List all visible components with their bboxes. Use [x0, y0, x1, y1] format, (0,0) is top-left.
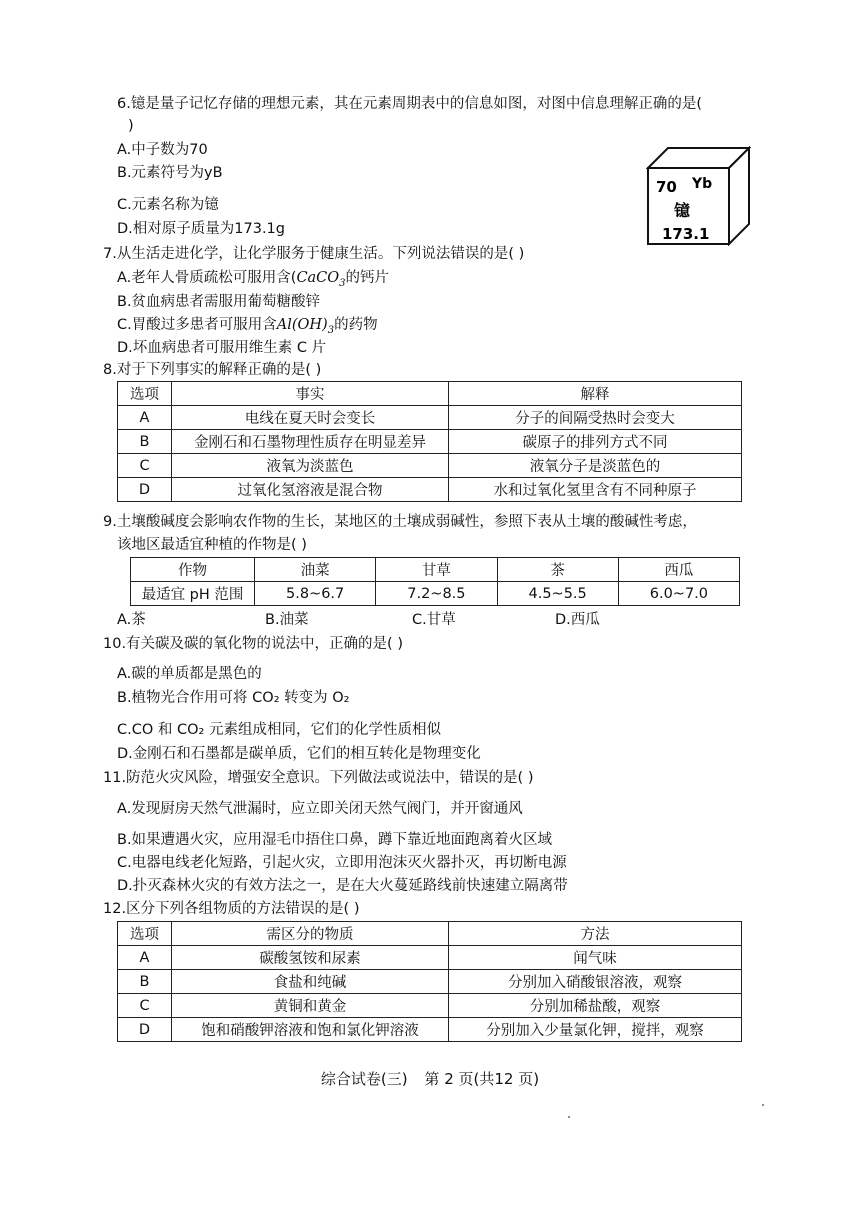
table-cell: 西瓜: [618, 558, 739, 582]
table-cell: 甘草: [376, 558, 497, 582]
table-cell: 分别加入少量氯化钾，搅拌，观察: [449, 1018, 742, 1042]
q9-option-c: C.甘草: [412, 612, 456, 628]
q8-stem: 8.对于下列事实的解释正确的是( ): [103, 362, 322, 378]
table-cell: 方法: [449, 922, 742, 946]
table-cell: 分子的间隔受热时会变大: [449, 406, 742, 430]
table-row: [131, 582, 740, 606]
q9-table-header: [131, 558, 740, 582]
q9-option-b: B.油菜: [265, 612, 309, 628]
table-cell: 分别加稀盐酸，观察: [449, 994, 742, 1018]
scan-speck: [762, 1104, 764, 1106]
q8-table: [117, 381, 742, 502]
table-cell: 食盐和纯碱: [172, 970, 449, 994]
q11-stem: 11.防范火灾风险，增强安全意识。下列做法或说法中，错误的是( ): [103, 770, 534, 786]
table-cell: 7.2~8.5: [376, 582, 497, 606]
table-row: [118, 478, 742, 502]
q7-option-c-sub: 3: [327, 324, 335, 336]
q7-option-c-pre: C.胃酸过多患者可服用含: [117, 317, 277, 333]
table-cell: 最适宜 pH 范围: [131, 582, 255, 606]
q7-option-b: B.贫血病患者需服用葡萄糖酸锌: [117, 294, 321, 310]
table-row: [118, 970, 742, 994]
q8-table-header: [118, 382, 742, 406]
q10-option-b: B.植物光合作用可将 CO₂ 转变为 O₂: [117, 690, 350, 706]
table-cell: 液氧分子是淡蓝色的: [449, 454, 742, 478]
q11-option-d: D.扑灭森林火灾的有效方法之一，是在大火蔓延路线前快速建立隔离带: [117, 878, 568, 894]
table-cell: A: [118, 406, 172, 430]
table-cell: B: [118, 970, 172, 994]
q8-header-option: 选项: [118, 382, 172, 406]
table-cell: 作物: [131, 558, 255, 582]
q6-option-b: B.元素符号为yB: [117, 165, 223, 181]
q7-option-a-post: 的钙片: [345, 270, 390, 286]
table-cell: 碳酸氢铵和尿素: [172, 946, 449, 970]
q7-option-a: [117, 268, 389, 294]
element-mass: 173.1: [662, 225, 710, 243]
table-row: [118, 406, 742, 430]
q7-option-c: [117, 315, 378, 341]
q12-stem: 12.区分下列各组物质的方法错误的是( ): [103, 901, 360, 917]
table-cell: 选项: [118, 922, 172, 946]
q7-option-d: D.坏血病患者可服用维生素 C 片: [117, 340, 327, 356]
q12-table-header: [118, 922, 742, 946]
q7-stem: 7.从生活走进化学，让化学服务于健康生活。下列说法错误的是( ): [103, 246, 525, 262]
table-cell: C: [118, 994, 172, 1018]
q10-option-c: C.CO 和 CO₂ 元素组成相同，它们的化学性质相似: [117, 722, 441, 738]
table-cell: D: [118, 1018, 172, 1042]
table-cell: 金刚石和石墨物理性质存在明显差异: [172, 430, 449, 454]
footer-page-number: 第 2 页(共12 页): [424, 1070, 540, 1088]
page-footer: [0, 1068, 860, 1089]
table-row: [118, 994, 742, 1018]
q6-option-c: C.元素名称为镱: [117, 197, 219, 213]
q6-option-d: D.相对原子质量为173.1g: [117, 221, 285, 237]
table-cell: A: [118, 946, 172, 970]
q6-stem-end: ): [128, 118, 134, 134]
table-cell: 4.5~5.5: [497, 582, 618, 606]
q6-stem: 6.镱是量子记忆存储的理想元素，其在元素周期表中的信息如图，对图中信息理解正确的是(: [117, 96, 702, 112]
q9-option-d: D.西瓜: [555, 612, 600, 628]
q6-option-a: A.中子数为70: [117, 142, 208, 158]
q7-option-a-pre: A.老年人骨质疏松可服用含(: [117, 270, 297, 286]
q11-option-c: C.电器电线老化短路，引起火灾，立即用泡沫灭火器扑灭，再切断电源: [117, 855, 567, 871]
table-cell: 6.0~7.0: [618, 582, 739, 606]
scan-speck: [568, 1116, 570, 1118]
table-cell: 闻气味: [449, 946, 742, 970]
table-cell: 油菜: [255, 558, 376, 582]
table-row: [118, 430, 742, 454]
table-cell: 茶: [497, 558, 618, 582]
table-cell: 液氧为淡蓝色: [172, 454, 449, 478]
table-cell: 碳原子的排列方式不同: [449, 430, 742, 454]
table-row: [118, 454, 742, 478]
table-cell: 黄铜和黄金: [172, 994, 449, 1018]
footer-exam-name: 综合试卷(三): [320, 1070, 408, 1088]
table-cell: 过氧化氢溶液是混合物: [172, 478, 449, 502]
q11-option-b: B.如果遭遇火灾，应用湿毛巾捂住口鼻，蹲下靠近地面跑离着火区域: [117, 832, 553, 848]
table-row: [118, 1018, 742, 1042]
table-cell: D: [118, 478, 172, 502]
q7-option-a-sub: 3: [339, 277, 346, 289]
table-cell: C: [118, 454, 172, 478]
q7-option-c-post: 的药物: [334, 317, 378, 333]
table-cell: 5.8~6.7: [255, 582, 376, 606]
element-cube-figure: [646, 146, 751, 246]
table-cell: 饱和硝酸钾溶液和饱和氯化钾溶液: [172, 1018, 449, 1042]
q11-option-a: A.发现厨房天然气泄漏时，应立即关闭天然气阀门，并开窗通风: [117, 801, 523, 817]
q10-stem: 10.有关碳及碳的氧化物的说法中，正确的是( ): [103, 636, 403, 652]
q12-table: [117, 921, 742, 1042]
element-number: 70: [656, 178, 677, 196]
q8-header-fact: 事实: [172, 382, 449, 406]
element-name: 镱: [674, 201, 691, 220]
table-cell: 水和过氧化氢里含有不同种原子: [449, 478, 742, 502]
table-cell: 电线在夏天时会变长: [172, 406, 449, 430]
q9-stem-line1: 9.土壤酸碱度会影响农作物的生长，某地区的土壤成弱碱性，参照下表从土壤的酸碱性考虑，: [103, 514, 697, 530]
table-cell: B: [118, 430, 172, 454]
table-cell: 分别加入硝酸银溶液，观察: [449, 970, 742, 994]
q7-option-c-formula: Al(OH): [276, 317, 328, 333]
q9-option-a: A.茶: [117, 612, 146, 628]
element-symbol: Yb: [692, 176, 713, 192]
table-cell: 需区分的物质: [172, 922, 449, 946]
q9-table: [130, 557, 740, 606]
q7-option-a-formula: CaCO: [296, 270, 340, 286]
q8-header-explanation: 解释: [449, 382, 742, 406]
q10-option-d: D.金刚石和石墨都是碳单质，它们的相互转化是物理变化: [117, 746, 481, 762]
q9-stem-line2: 该地区最适宜种植的作物是( ): [117, 537, 307, 553]
q10-option-a: A.碳的单质都是黑色的: [117, 666, 262, 682]
table-row: [118, 946, 742, 970]
